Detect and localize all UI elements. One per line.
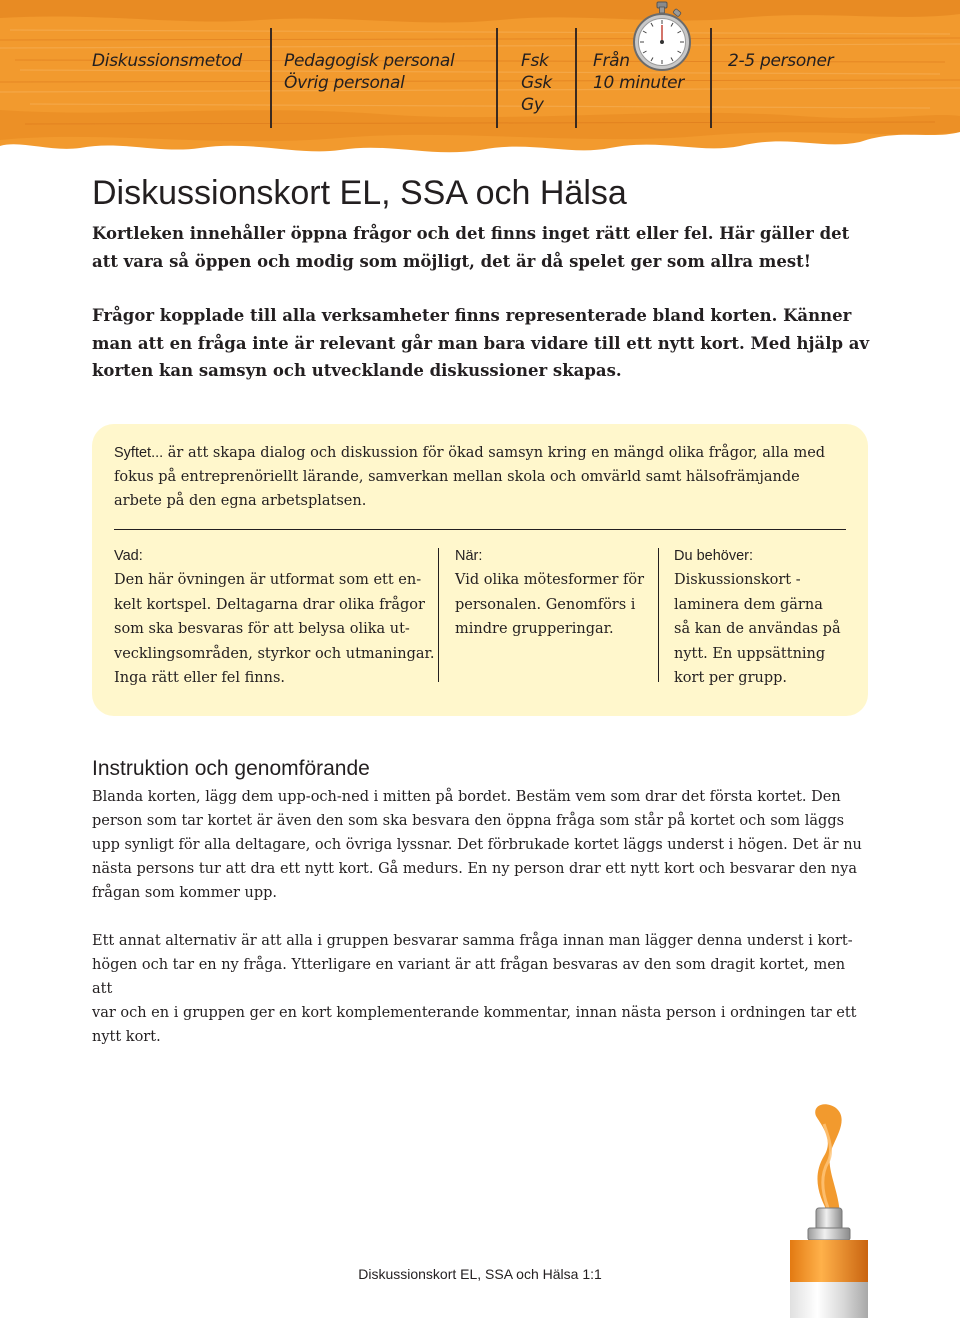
header-divider — [270, 28, 272, 128]
instruction-paragraph — [92, 785, 862, 905]
column-heading-needs: Du behöver: — [674, 548, 753, 564]
instruction-paragraph — [92, 929, 862, 1049]
column-divider — [438, 548, 439, 682]
text-line: som ska besvaras för att belysa olika ut- — [114, 621, 410, 637]
audience-label — [284, 50, 454, 94]
time-line: Från — [593, 51, 630, 71]
time-line: 10 minuter — [593, 73, 684, 93]
header-divider — [575, 28, 577, 128]
text-line: vecklingsområden, styrkor och utmaningar. — [114, 645, 435, 662]
paint-stroke-background — [0, 0, 960, 160]
text-line: Ett annat alternativ är att alla i gruppen besvarar samma fråga innan man lägger denna underst i kort- — [92, 933, 853, 949]
text-line: högen och tar en ny fråga. Ytterligare en variant är att frågan besvaras av den som dragit kortet, men att — [92, 957, 846, 997]
intro-paragraph: Kortleken innehåller öppna frågor och det finns inget rätt eller fel. Här gäller det att vara så öppen och modig som möjligt, det är då spelet ger som allra mest! — [92, 224, 850, 271]
text-line: nytt kort. — [92, 1029, 161, 1045]
purpose-text: är att skapa dialog och diskussion för ökad samsyn kring en mängd olika frågor, alla med fokus på entreprenöriellt lärande, samverkan mellan skola och omvärld samt hälsofrämjande arbete på den egna arbetsplatsen. — [114, 445, 826, 509]
purpose-paragraph — [114, 441, 849, 513]
audience-line: Pedagogisk personal — [284, 51, 455, 71]
level-line: Gsk — [521, 73, 552, 93]
text-line: Vid olika mötesformer för — [455, 572, 645, 588]
divider-rule — [114, 529, 846, 530]
text-line: nytt. En uppsättning — [674, 645, 826, 662]
text-line: personalen. Genomförs i — [455, 596, 636, 613]
column-heading-when: När: — [455, 548, 483, 564]
text-line: Inga rätt eller fel finns. — [114, 670, 286, 686]
text-line: frågan som kommer upp. — [92, 885, 277, 901]
text-line: upp synligt för alla deltagare, och övriga lyssnar. Det förbrukade kortet läggs underst i högen. Det är nu — [92, 837, 862, 853]
levels-label — [521, 50, 552, 116]
method-text: Diskussionsmetod — [92, 51, 242, 71]
intro-paragraph: Frågor kopplade till alla verksamheter finns representerade bland korten. Känner man att en fråga inte är relevant går man bara vidare till ett nytt kort. Med hjälp av korten kan samsyn och utvecklande diskussioner skapas. — [92, 306, 870, 380]
column-heading-what: Vad: — [114, 548, 143, 564]
paint-tube-icon — [768, 1096, 888, 1318]
header-divider — [710, 28, 712, 128]
text-line: person som tar kortet är även den som ska besvara den öppna fråga som står på kortet och som läggs — [92, 813, 845, 829]
stopwatch-icon — [632, 0, 692, 76]
section-heading: Instruktion och genomförande — [92, 757, 370, 780]
group-size-label — [728, 50, 833, 72]
column-text-what — [114, 568, 444, 691]
group-size-text: 2-5 personer — [728, 51, 834, 71]
text-line: nästa persons tur att dra ett nytt kort. Gå medurs. En ny person drar ett nytt kort och besvarar den nya — [92, 861, 857, 877]
header-band — [0, 0, 960, 160]
method-label — [92, 50, 242, 72]
column-text-when — [455, 568, 650, 642]
text-line: så kan de användas på — [674, 621, 841, 637]
level-line: Fsk — [521, 51, 549, 71]
text-line: var och en i gruppen ger en kort komplementerande kommentar, innan nästa person i ordningen tar ett — [92, 1005, 857, 1021]
text-line: mindre grupperingar. — [455, 621, 614, 637]
header-divider — [496, 28, 498, 128]
text-line: laminera dem gärna — [674, 596, 823, 613]
page-title: Diskussionskort EL, SSA och Hälsa — [92, 174, 627, 212]
column-text-needs — [674, 568, 859, 691]
text-line: kort per grupp. — [674, 670, 788, 686]
purpose-label: Syftet... — [114, 445, 164, 461]
text-line: Den här övningen är utformat som ett en- — [114, 572, 422, 588]
level-line: Gy — [521, 95, 544, 115]
text-line: kelt kortspel. Deltagarna drar olika frågor — [114, 596, 425, 613]
text-line: Blanda korten, lägg dem upp-och-ned i mitten på bordet. Bestäm vem som drar det första kortet. Den — [92, 789, 841, 805]
page-footer: Diskussionskort EL, SSA och Hälsa 1:1 — [358, 1266, 602, 1282]
column-divider — [658, 548, 659, 682]
text-line: Diskussionskort - — [674, 572, 801, 588]
audience-line: Övrig personal — [284, 73, 405, 93]
